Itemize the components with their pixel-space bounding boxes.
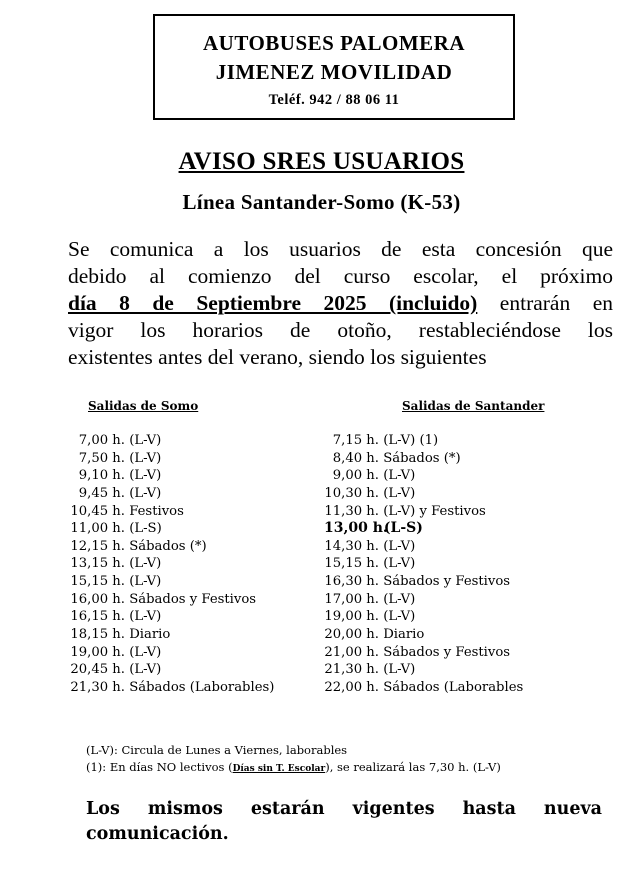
departure-row: 18,15 h. Diario xyxy=(70,627,171,643)
departure-row: 7,15 h. (L-V) (1) xyxy=(332,433,439,448)
departure-row: 20,45 h. (L-V) xyxy=(70,662,162,678)
notice-line: Se comunica a los usuarios de esta concesión que xyxy=(68,237,613,261)
departure-row: 21,00 h. Sábados y Festivos xyxy=(324,644,511,660)
departure-row: 9,00 h. (L-V) xyxy=(332,468,416,484)
santander-departures-heading: Salidas de Santander xyxy=(402,399,545,413)
departure-row: 21,30 h. (L-V) xyxy=(324,662,416,678)
departure-row: 22,00 h. Sábados (Laborables xyxy=(324,679,524,695)
departure-row: 9,45 h. (L-V) xyxy=(78,485,162,501)
departure-row: 19,00 h. (L-V) xyxy=(324,609,416,625)
no-school-days-label: Días sin T. Escolar xyxy=(232,764,326,774)
company-header-box xyxy=(153,14,515,120)
notice-line: debido al comienzo del curso escolar, el próximo xyxy=(68,264,613,288)
closing-line2: comunicación. xyxy=(86,824,229,844)
notice-line: vigor los horarios de otoño, restableciéndose los xyxy=(68,318,613,342)
departure-row: 21,30 h. Sábados (Laborables) xyxy=(70,679,275,695)
departure-row: 16,30 h. Sábados y Festivos xyxy=(324,574,511,590)
company-name-line2: JIMENEZ MOVILIDAD xyxy=(215,60,453,84)
footnote-1: (1): En días NO lectivos (Días sin T. Escolar), se realizará las 7,30 h. (L-V) xyxy=(86,760,501,774)
notice-line: existentes antes del verano, siendo los siguientes xyxy=(68,345,487,369)
departure-row: 7,00 h. (L-V) xyxy=(78,433,162,448)
departure-row: 20,00 h. Diario xyxy=(324,627,425,643)
notice-body xyxy=(68,236,613,371)
departure-row: 15,15 h. (L-V) xyxy=(324,556,416,572)
departure-row: 12,15 h. Sábados (*) xyxy=(70,538,207,554)
departure-row: 10,30 h. (L-V) xyxy=(324,485,416,501)
company-name-line1: AUTOBUSES PALOMERA xyxy=(202,31,465,55)
departure-row: 19,00 h. (L-V) xyxy=(70,644,162,660)
departure-row: 10,45 h. Festivos xyxy=(70,503,184,519)
departure-row: 15,15 h. (L-V) xyxy=(70,574,162,590)
departure-row: 14,30 h. (L-V) xyxy=(324,538,416,554)
notice-title: AVISO SRES USUARIOS xyxy=(178,148,465,175)
somo-departures-list xyxy=(70,432,274,697)
departure-row: 7,50 h. (L-V) xyxy=(78,450,162,466)
notice-line-rest: entrarán en xyxy=(477,291,613,315)
departure-row: 13,00 h. (L-S) xyxy=(324,520,423,537)
departure-row: 9,10 h. (L-V) xyxy=(78,468,162,484)
footnotes xyxy=(86,742,501,778)
somo-departures-heading: Salidas de Somo xyxy=(88,399,199,413)
notice-line xyxy=(68,290,613,317)
effective-date: día 8 de Septiembre 2025 (incluido) xyxy=(68,291,478,315)
company-phone: Teléf. 942 / 88 06 11 xyxy=(268,92,400,108)
departure-row: 13,15 h. (L-V) xyxy=(70,556,162,572)
closing-statement xyxy=(86,797,602,847)
santander-departures-list xyxy=(324,432,523,697)
departure-row: 11,00 h. (L-S) xyxy=(70,521,162,537)
departure-row: 8,40 h. Sábados (*) xyxy=(332,450,461,466)
closing-line1: Los mismos estarán vigentes hasta nueva xyxy=(86,799,602,819)
departure-row: 16,15 h. (L-V) xyxy=(70,609,162,625)
departure-row: 11,30 h. (L-V) y Festivos xyxy=(324,503,486,519)
route-subtitle: Línea Santander-Somo (K-53) xyxy=(182,190,461,214)
departure-row: 17,00 h. (L-V) xyxy=(324,591,416,607)
footnote-lv: (L-V): Circula de Lunes a Viernes, laborables xyxy=(86,743,348,757)
departure-row: 16,00 h. Sábados y Festivos xyxy=(70,591,257,607)
